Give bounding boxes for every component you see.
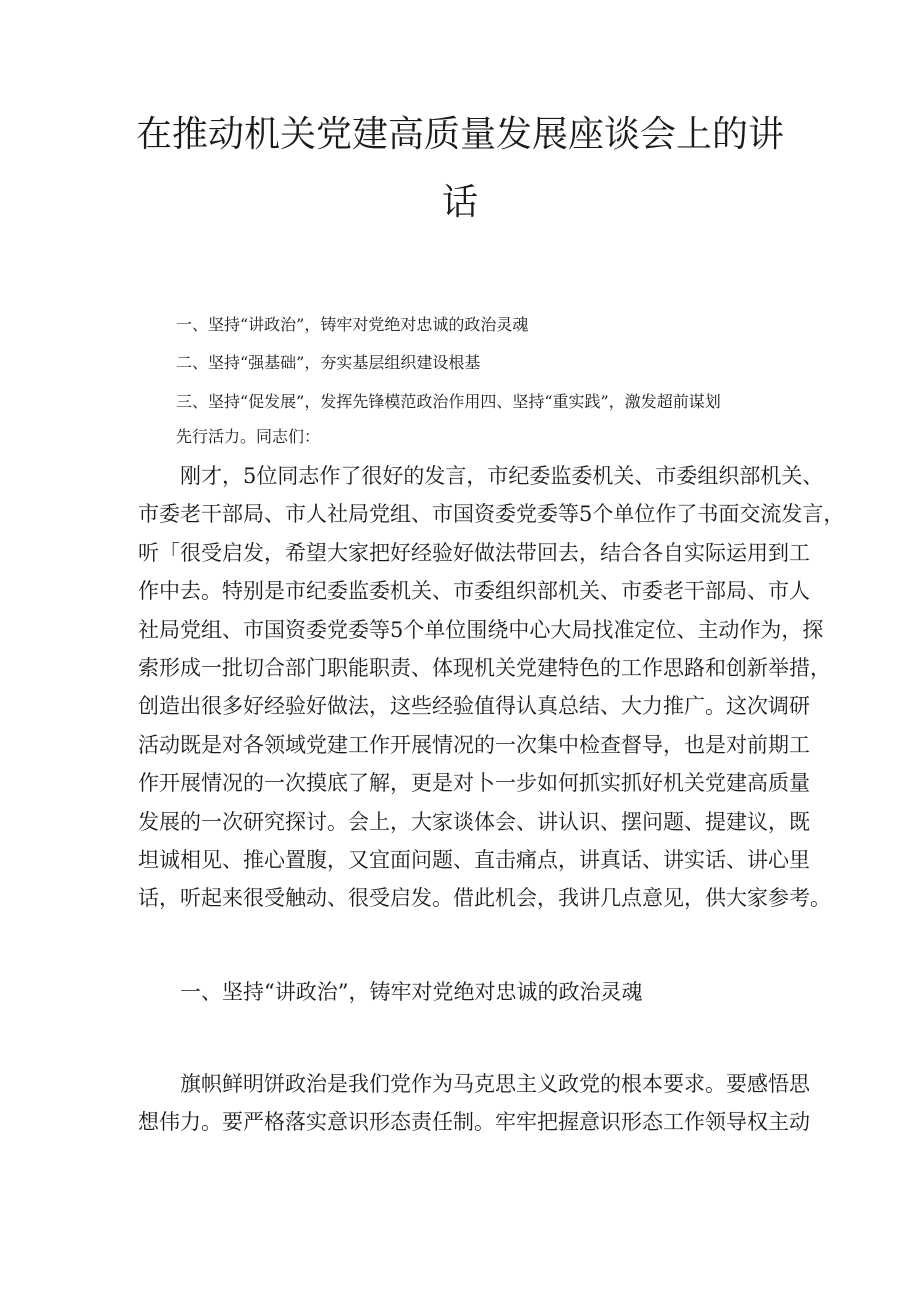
paragraph-line: 坦诚相见、推心置腹，又宜面问题、直击痛点，讲真话、讲实话、讲心里	[138, 848, 810, 873]
paragraph-line: 索形成一批切合部门职能职责、体现机关党建特色的工作思路和创新举措，	[138, 656, 831, 681]
paragraph-section-1	[138, 1065, 810, 1142]
paragraph-line: 想伟力。要严格落实意识形态责任制。牢牢把握意识形态工作领导权主动	[138, 1110, 810, 1135]
paragraph-opening	[138, 457, 845, 918]
toc-item-4: 先行活力。同志们：	[176, 427, 321, 446]
paragraph-line: 发展的一次研究探讨。会上，大家谈体会、讲认识、摆问题、提建议，既	[138, 809, 810, 834]
paragraph-line: 话，听起来很受触动、很受启发。借此机会，我讲几点意见，供大家参考。	[138, 886, 831, 911]
paragraph-line: 社局党组、市国资委党委等5个单位围绕中心大局找准定位、主动作为，探	[138, 617, 824, 642]
toc-item-1: 一、坚持“讲政治”，铸牢对党绝对忠诚的政治灵魂	[176, 315, 529, 334]
paragraph-line: 旗帜鲜明饼政治是我们党作为马克思主义政党的根本要求。要感悟思	[180, 1072, 810, 1096]
paragraph-line: 刚才，5位同志作了很好的发言，市纪委监委机关、市委组织部机关、	[180, 464, 824, 488]
paragraph-line: 作中去。特别是市纪委监委机关、市委组织部机关、市委老干部局、市人	[138, 579, 810, 604]
paragraph-line: 作开展情况的一次摸底了解，更是对卜一步如何抓实抓好机关党建高质量	[138, 771, 810, 796]
toc-item-2: 二、坚持“强基础”，夯实基层组织建设根基	[176, 353, 481, 372]
paragraph-line: 活动既是对各领域党建工作开展情况的一次集中检查督导，也是对前期工	[138, 732, 810, 757]
section-heading-1: 一、坚持“讲政治”，铸牢对党绝对忠诚的政治灵魂	[180, 980, 643, 1004]
paragraph-line: 市委老干部局、市人社局党组、市国资委党委等5个单位作了书面交流发言，	[138, 502, 845, 527]
paragraph-line: 创造出很多好经验好做法，这些经验值得认真总结、大力推广。这次调研	[138, 694, 810, 719]
document-title-line-2: 话	[441, 182, 478, 223]
document-title-line-1: 在推动机关党建高质量发展座谈会上的讲	[135, 114, 784, 155]
toc-item-3: 三、坚持“促发展”，发挥先锋模范政治作用四、坚持“重实践”，激发超前谋划	[176, 392, 721, 411]
paragraph-line: 听「很受启发，希望大家把好经验好做法带回去，结合各自实际运用到工	[138, 540, 810, 565]
